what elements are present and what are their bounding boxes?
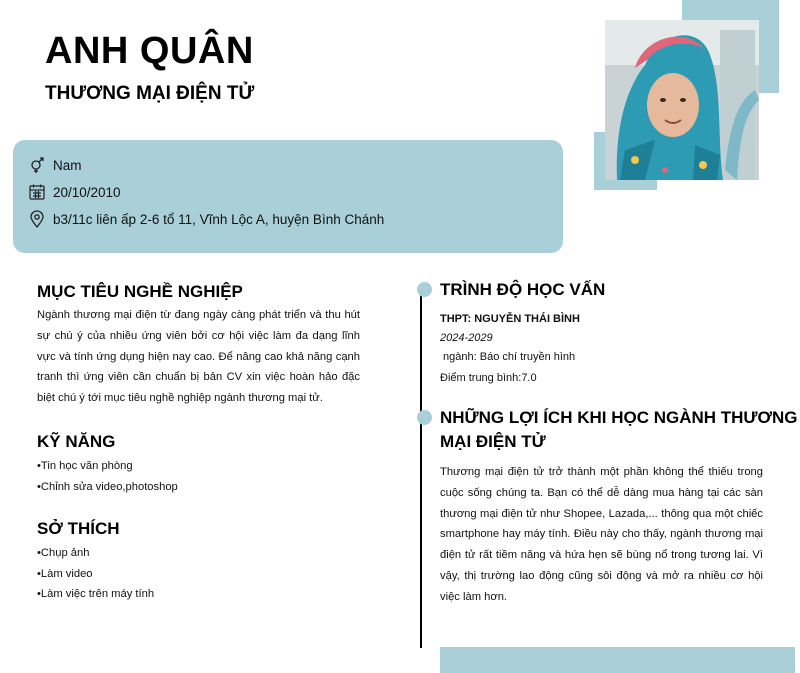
timeline-dot xyxy=(417,410,432,425)
candidate-name: ANH QUÂN xyxy=(45,30,254,72)
hobby-item: •Chụp ảnh xyxy=(37,547,90,559)
gender-icon xyxy=(28,156,46,174)
candidate-role: THƯƠNG MẠI ĐIỆN TỬ xyxy=(45,83,255,104)
education-gpa: Điểm trung bình:7.0 xyxy=(440,372,537,384)
hobby-item: •Làm video xyxy=(37,568,93,580)
education-major: ngành: Báo chí truyền hình xyxy=(440,351,576,363)
birthday-value: 20/10/2010 xyxy=(53,184,121,200)
education-years: 2024-2029 xyxy=(440,332,493,344)
gender-value: Nam xyxy=(53,157,82,173)
personal-info-box xyxy=(13,140,563,253)
objective-title: MỤC TIÊU NGHỀ NGHIỆP xyxy=(37,282,243,301)
info-birthday xyxy=(28,182,121,202)
education-school: THPT: NGUYỄN THÁI BÌNH xyxy=(440,313,580,325)
timeline-dot xyxy=(417,282,432,297)
info-gender xyxy=(28,155,82,175)
benefits-title-line1: NHỮNG LỢI ÍCH KHI HỌC NGÀNH THƯƠNG xyxy=(440,408,798,427)
benefits-title-line2: MẠI ĐIỆN TỬ xyxy=(440,432,546,451)
hobby-item: •Làm việc trên máy tính xyxy=(37,588,155,600)
hobbies-title: SỞ THÍCH xyxy=(37,519,120,538)
info-address xyxy=(28,209,384,229)
profile-photo xyxy=(605,20,759,180)
skill-item: •Chỉnh sửa video,photoshop xyxy=(37,481,178,493)
location-pin-icon xyxy=(28,210,46,228)
benefits-text: Thương mại điện tử trở thành một phần không thể thiếu trong cuộc sống chúng ta. Bạn có thể dễ dàng mua hàng tại các sàn thương mại điện tử như Shopee, Lazada,... thông qua một chiếc smartphone hay máy tính. Điều này cho thấy, ngành thương mại điện tử rất tiềm năng và hứa hẹn sẽ bùng nổ trong tương lai. Vì vậy, thị trường lao động cũng sôi động và mở ra nhiều cơ hội việc làm hơn. xyxy=(440,466,763,603)
calendar-icon xyxy=(28,183,46,201)
skill-item: •Tin học văn phòng xyxy=(37,460,133,472)
education-title: TRÌNH ĐỘ HỌC VẤN xyxy=(440,280,606,299)
timeline-line xyxy=(420,290,422,648)
skills-title: KỸ NĂNG xyxy=(37,432,116,451)
address-value: b3/11c liên ấp 2-6 tổ 11, Vĩnh Lộc A, huyện Bình Chánh xyxy=(53,211,385,227)
objective-text: Ngành thương mại điện từ đang ngày càng phát triển và thu hút sự chú ý của nhiều ứng viên bởi cơ hội việc làm đa dạng lĩnh vực và tính ứng dụng hiện nay cao. Để nâng cao khả năng cạnh tranh thì ứng viên cần chuẩn bị bản CV xin việc hoàn hảo đặc biệt chú ý tới mục tiêu nghề nghiệp ngành thương mại tử. xyxy=(37,309,360,405)
decor-bar-bottom xyxy=(440,647,795,673)
